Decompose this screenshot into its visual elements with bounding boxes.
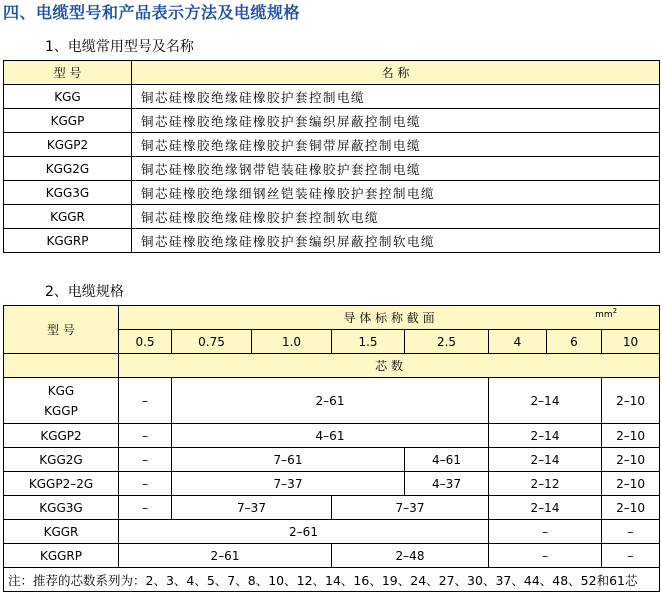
value-cell: 7–61 <box>172 448 405 472</box>
section2-heading: 2、电缆规格 <box>45 284 124 300</box>
spec-cores-header-row <box>4 354 660 378</box>
value-cell: 7–37 <box>332 496 489 520</box>
table-row <box>4 544 660 568</box>
model-cell: KGG3G <box>4 181 132 205</box>
value-cell: – <box>119 472 172 496</box>
table-row <box>4 448 660 472</box>
model-cell: KGGP <box>4 109 132 133</box>
value-cell: – <box>489 520 602 544</box>
value-cell: 4–37 <box>405 472 489 496</box>
model-cell: KGGP2–2G <box>4 472 119 496</box>
value-cell: 7–37 <box>172 496 332 520</box>
model-line: KGG <box>47 383 75 398</box>
page-title: 四、电缆型号和产品表示方法及电缆规格 <box>3 3 301 22</box>
model-cell: KGGRP <box>4 229 132 253</box>
model-cell: KGG <box>4 85 132 109</box>
name-cell: 铜芯硅橡胶绝缘硅橡胶护套控制电缆 <box>132 85 660 109</box>
name-cell: 铜芯硅橡胶绝缘细钢丝铠装硅橡胶护套控制电缆 <box>132 181 660 205</box>
unit-label <box>595 307 617 320</box>
name-cell: 铜芯硅橡胶绝缘硅橡胶护套控制软电缆 <box>132 205 660 229</box>
table-header-row <box>4 61 660 85</box>
value-cell: – <box>489 544 602 568</box>
size-cell: 2.5 <box>405 330 489 354</box>
model-cell: KGGP2 <box>4 133 132 157</box>
model-cell <box>4 378 119 424</box>
value-cell: 2–12 <box>489 472 602 496</box>
value-cell: 2–61 <box>119 544 332 568</box>
model-cell: KGG2G <box>4 157 132 181</box>
table-row <box>4 520 660 544</box>
unit-superscript: 2 <box>612 307 618 315</box>
size-cell: 10 <box>602 330 660 354</box>
model-cell: KGG2G <box>4 448 119 472</box>
section1-heading: 1、电缆常用型号及名称 <box>45 39 194 55</box>
size-cell: 4 <box>489 330 547 354</box>
value-cell: – <box>119 378 172 424</box>
size-cell: 0.75 <box>172 330 252 354</box>
header-name: 名 称 <box>132 61 660 85</box>
header-model: 型 号 <box>4 61 132 85</box>
table-row <box>4 496 660 520</box>
value-cell: 2–10 <box>602 378 660 424</box>
model-name-table <box>3 60 660 253</box>
value-cell: 2–10 <box>602 472 660 496</box>
name-cell: 铜芯硅橡胶绝缘硅橡胶护套编织屏蔽控制软电缆 <box>132 229 660 253</box>
name-cell: 铜芯硅橡胶绝缘硅橡胶护套铜带屏蔽控制电缆 <box>132 133 660 157</box>
value-cell: – <box>119 448 172 472</box>
core-series-note: 注：推荐的芯数系列为：2、3、4、5、7、8、10、12、14、16、19、24、27、30、37、44、48、52和61芯 <box>4 568 660 592</box>
header-cores: 芯 数 <box>119 354 660 378</box>
value-cell: 4–61 <box>172 424 489 448</box>
model-cell: KGGR <box>4 520 119 544</box>
value-cell: 7–37 <box>172 472 405 496</box>
name-cell: 铜芯硅橡胶绝缘硅橡胶护套编织屏蔽控制电缆 <box>132 109 660 133</box>
table-row <box>4 181 660 205</box>
table-row <box>4 472 660 496</box>
model-line: KGGP <box>44 403 78 418</box>
unit-text: mm <box>595 310 613 320</box>
header-cross-section <box>119 306 660 330</box>
value-cell: 4–61 <box>405 448 489 472</box>
table-row <box>4 157 660 181</box>
model-cell: KGGRP <box>4 544 119 568</box>
table-row <box>4 85 660 109</box>
value-cell: 2–14 <box>489 448 602 472</box>
value-cell: 2–14 <box>489 496 602 520</box>
size-cell: 1.5 <box>332 330 405 354</box>
header-model: 型 号 <box>4 306 119 354</box>
value-cell: 2–61 <box>172 378 489 424</box>
value-cell: – <box>602 544 660 568</box>
size-cell: 0.5 <box>119 330 172 354</box>
spec-header-row-1 <box>4 306 660 330</box>
cross-section-label: 导 体 标 称 截 面 <box>343 311 435 325</box>
size-cell: 1.0 <box>252 330 332 354</box>
table-row <box>4 378 660 424</box>
value-cell: – <box>119 496 172 520</box>
value-cell: 2–14 <box>489 378 602 424</box>
value-cell: 2–10 <box>602 496 660 520</box>
value-cell: 2–10 <box>602 424 660 448</box>
name-cell: 铜芯硅橡胶绝缘钢带铠装硅橡胶护套控制电缆 <box>132 157 660 181</box>
value-cell: – <box>602 520 660 544</box>
model-blank-cell <box>4 354 119 378</box>
note-row <box>4 568 660 592</box>
value-cell: 2–14 <box>489 424 602 448</box>
value-cell: 2–10 <box>602 448 660 472</box>
model-cell: KGG3G <box>4 496 119 520</box>
size-cell: 6 <box>547 330 602 354</box>
value-cell: 2–61 <box>119 520 489 544</box>
table-row <box>4 205 660 229</box>
model-cell: KGGR <box>4 205 132 229</box>
table-row <box>4 109 660 133</box>
table-row <box>4 229 660 253</box>
table-row <box>4 133 660 157</box>
value-cell: 2–48 <box>332 544 489 568</box>
table-row <box>4 424 660 448</box>
spec-table <box>3 305 660 592</box>
model-cell: KGGP2 <box>4 424 119 448</box>
value-cell: – <box>119 424 172 448</box>
